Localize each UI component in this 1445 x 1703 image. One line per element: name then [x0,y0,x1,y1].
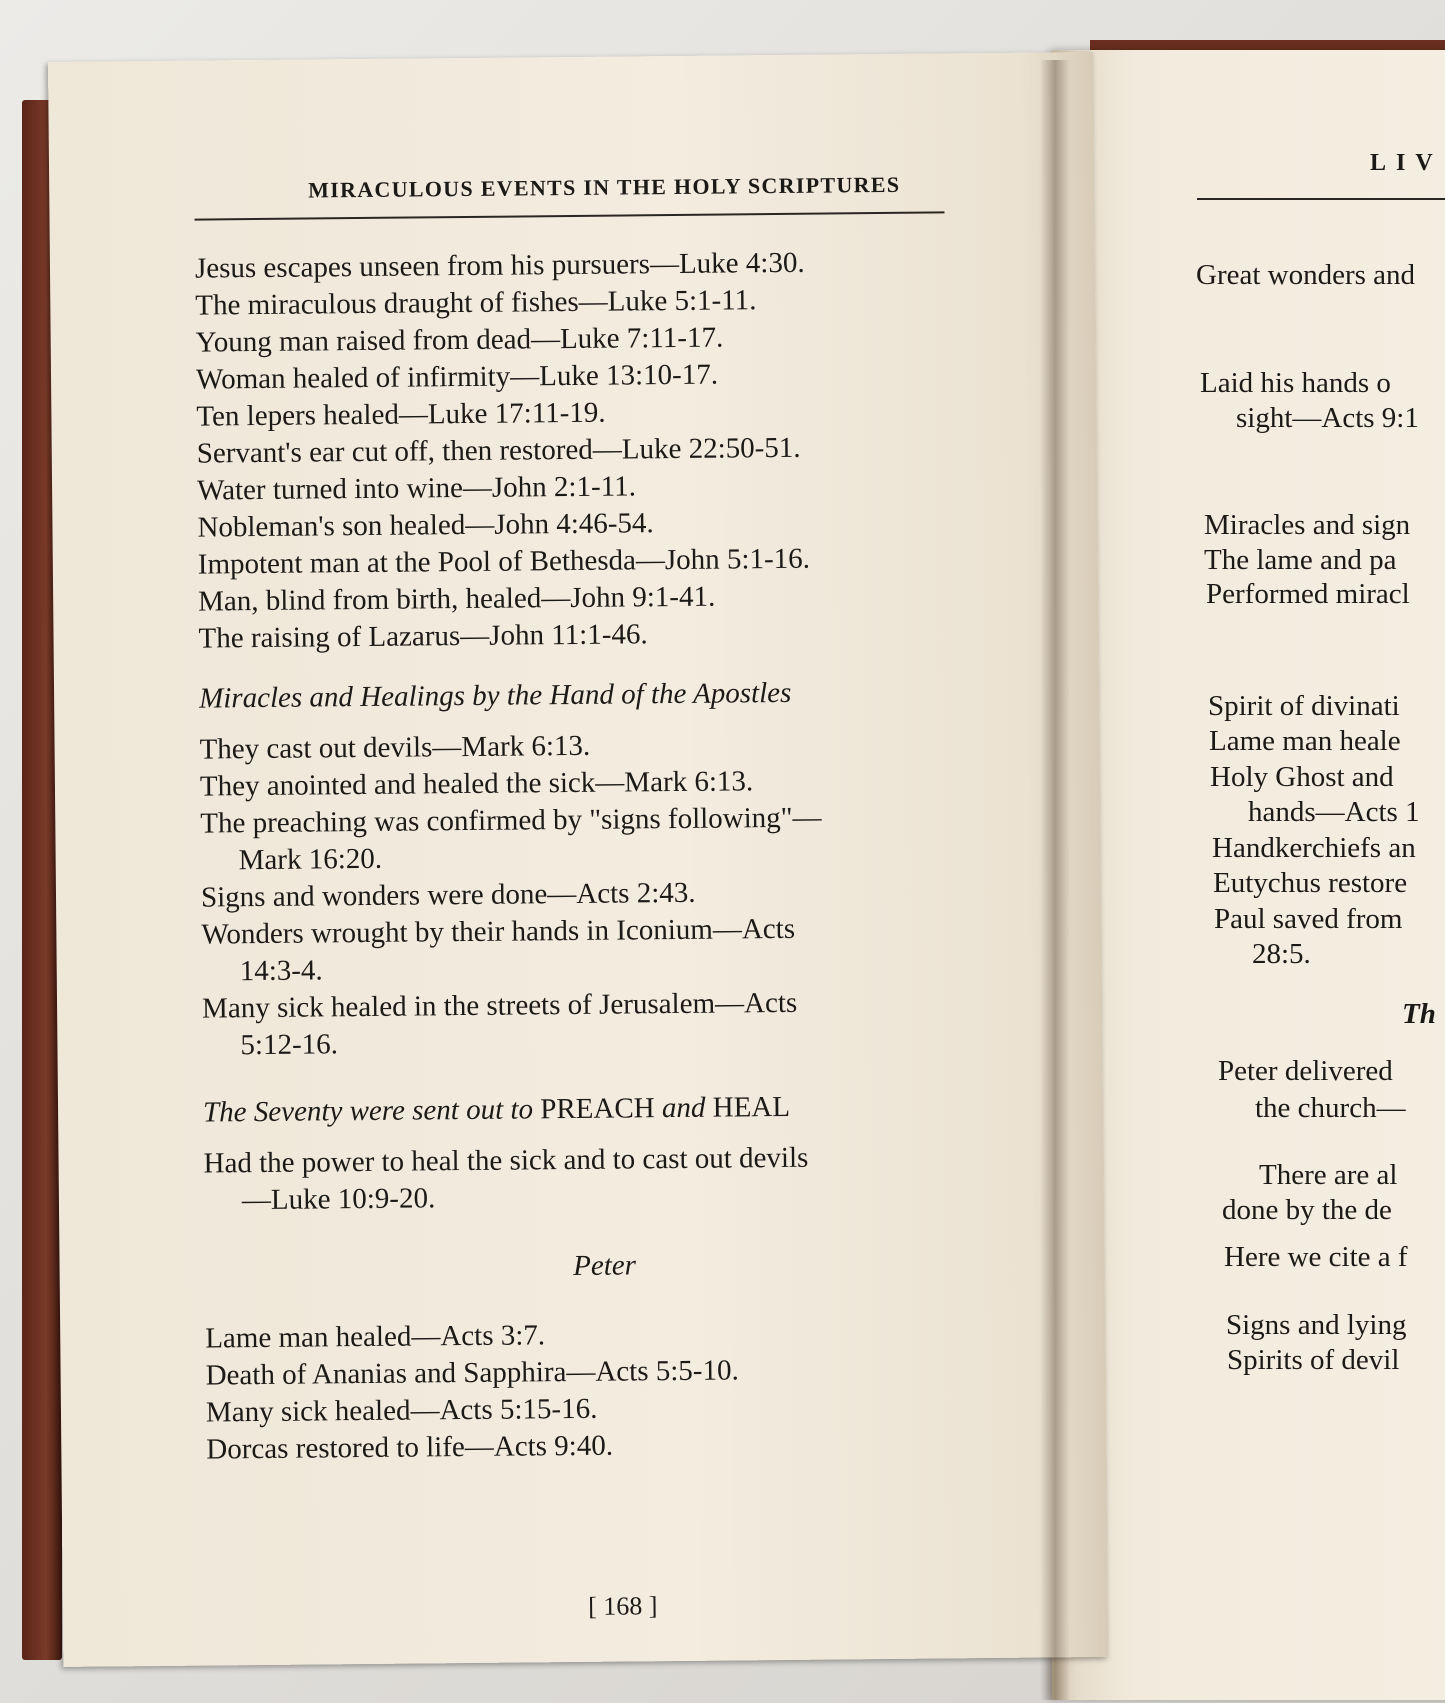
list-item: Jesus escapes unseen from his pursuers—Luke 4:30. [194,246,805,285]
list-item-continuation: Mark 16:20. [238,842,383,877]
list-item-continuation: 14:3-4. [239,954,323,988]
page-body [195,243,1007,1469]
right-line: done by the de [1222,1194,1392,1226]
list-item: Man, blind from birth, healed—John 9:1-41. [198,580,716,618]
right-line: There are al [1259,1159,1398,1191]
list-item: Ten lepers healed—Luke 17:11-19. [196,396,606,433]
right-line: Miracles and sign [1204,509,1411,541]
right-line: Great wonders and [1196,259,1416,291]
list-item: The preaching was confirmed by "signs following"— [200,801,822,840]
peter-heading: Peter [573,1249,637,1283]
right-line: Lame man heale [1209,725,1401,757]
right-line: hands—Acts 1 [1248,796,1420,828]
list-item: They cast out devils—Mark 6:13. [199,729,591,766]
apostles-heading: Miracles and Healings by the Hand of the Apostles [198,676,792,715]
right-line: Th [1402,998,1436,1030]
right-page [1052,50,1445,1700]
seventy-heading-preach: PREACH [540,1092,655,1126]
list-item: Dorcas restored to life—Acts 9:40. [206,1429,614,1466]
list-item: Lame man healed—Acts 3:7. [205,1319,546,1355]
apostles-list [199,724,1002,1065]
list-item: Water turned into wine—John 2:1-11. [196,470,637,507]
list-item: Many sick healed in the streets of Jerusalem—Acts [201,986,798,1025]
right-line: Handkerchiefs an [1212,832,1416,864]
list-item: Nobleman's son healed—John 4:46-54. [197,507,654,544]
right-line: Laid his hands o [1200,367,1391,399]
seventy-list [203,1138,1004,1220]
right-line: Signs and lying [1226,1309,1407,1341]
list-item: The miraculous draught of fishes—Luke 5:1-11. [195,284,757,322]
list-item: Wonders wrought by their hands in Iconium—Acts [201,912,796,951]
peter-list [205,1313,1006,1469]
right-running-head: LIV [1370,150,1443,176]
right-line: Here we cite a f [1224,1241,1408,1273]
right-line: Holy Ghost and [1210,761,1394,793]
list-item-continuation: —Luke 10:9-20. [241,1182,436,1217]
right-line: Paul saved from [1214,903,1403,935]
list-item: Many sick healed—Acts 5:15-16. [205,1392,598,1429]
right-line: the church— [1255,1092,1406,1124]
list-item: Had the power to heal the sick and to cast out devils [203,1141,809,1180]
right-line: sight—Acts 9:1 [1236,402,1419,434]
head-rule [195,211,945,220]
right-line: Eutychus restore [1213,867,1408,899]
seventy-heading [203,1087,1003,1132]
list-item: Signs and wonders were done—Acts 2:43. [200,876,696,914]
list-item: Servant's ear cut off, then restored—Luke 22:50-51. [196,431,801,470]
list-item: The raising of Lazarus—John 11:1-46. [198,618,648,655]
right-line: Peter delivered [1218,1055,1393,1087]
page-number: [ 168 ] [588,1591,658,1621]
list-item: They anointed and healed the sick—Mark 6:13. [199,765,754,803]
list-item: Impotent man at the Pool of Bethesda—John 5:1-16. [197,542,811,581]
list-item: Death of Ananias and Sapphira—Acts 5:5-10. [205,1354,739,1392]
right-line: Spirits of devil [1227,1344,1400,1376]
seventy-heading-text: The Seventy were sent out to [202,1093,534,1129]
left-page [48,52,1108,1667]
right-line: Spirit of divinati [1208,690,1400,722]
book-gutter [1040,60,1070,1700]
right-line: Performed miracl [1206,578,1410,610]
right-head-rule [1197,198,1445,200]
list-item-continuation: 5:12-16. [240,1028,339,1062]
running-head: MIRACULOUS EVENTS IN THE HOLY SCRIPTURES [308,171,901,203]
list-item: Young man raised from dead—Luke 7:11-17. [195,321,724,359]
right-line: 28:5. [1252,938,1311,970]
seventy-heading-and: and [661,1091,706,1125]
list-item: Woman healed of infirmity—Luke 13:10-17. [195,358,719,396]
seventy-heading-heal: HEAL [712,1090,791,1124]
intro-list [195,243,999,658]
right-line: The lame and pa [1204,544,1397,576]
